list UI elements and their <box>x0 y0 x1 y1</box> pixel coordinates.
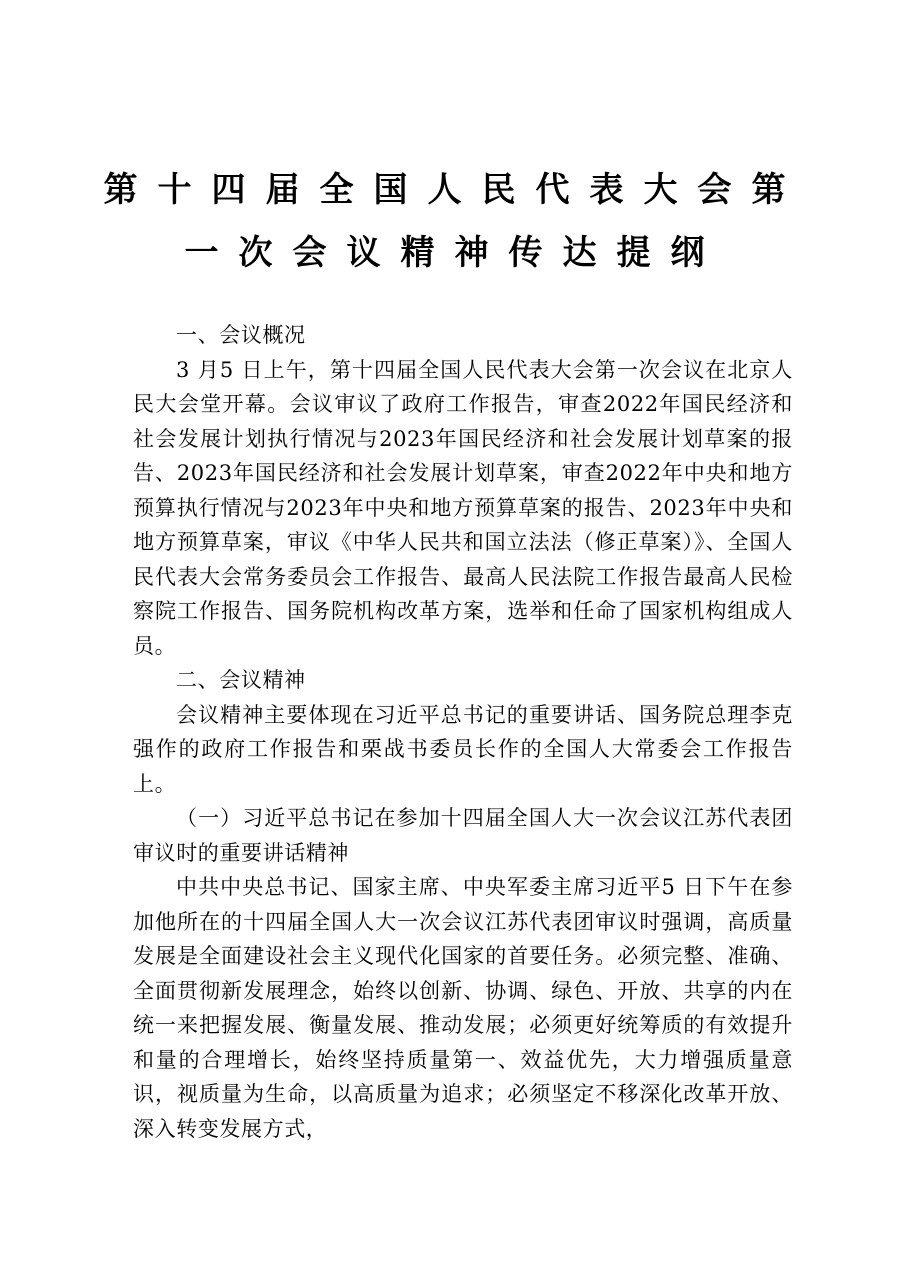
section-heading-overview: 一、会议概况 <box>176 323 306 347</box>
section-heading-spirit: 二、会议精神 <box>176 668 306 692</box>
paragraph-spirit: 会议精神主要体现在习近平总书记的重要讲话、国务院总理李克强作的政府工作报告和栗战书委员长作的全国人大常委会工作报告上。 <box>133 702 793 796</box>
paragraph-overview: 3 月5 日上午，第十四届全国人民代表大会第一次会议在北京人民大会堂开幕。会议审议了政府工作报告，审查2022年国民经济和社会发展计划执行情况与2023年国民经济和社会发展计划草案的报告、2023年国民经济和社会发展计划草案，审查2022年中央和地方预算执行情况与2023年中央和地方预算草案的报告、2023年中央和地方预算草案，审议《中华人民共和国立法法（修正草案）》、全国人民代表大会常务委员会工作报告、最高人民法院工作报告最高人民检察院工作报告、国务院机构改革方案，选举和任命了国家机构组成人员。 <box>133 357 793 658</box>
subsection-heading-speech: （一）习近平总书记在参加十四届全国人大一次会议江苏代表团审议时的重要讲话精神 <box>133 806 793 865</box>
paragraph-speech: 中共中央总书记、国家主席、中央军委主席习近平5 日下午在参加他所在的十四届全国人大一次会议江苏代表团审议时强调，高质量发展是全面建设社会主义现代化国家的首要任务。必须完整、准确、全面贯彻新发展理念，始终以创新、协调、绿色、开放、共享的内在统一来把握发展、衡量发展、推动发展；必须更好统筹质的有效提升和量的合理增长，始终坚持质量第一、效益优先，大力增强质量意识，视质量为生命，以高质量为追求；必须坚定不移深化改革开放、深入转变发展方式， <box>133 875 793 1141</box>
document-title-line-1: 第十四届全国人民代表大会第 <box>103 170 806 210</box>
document-title-line-2: 一次会议精神传达提纲 <box>184 233 725 273</box>
document-body <box>133 318 793 1146</box>
